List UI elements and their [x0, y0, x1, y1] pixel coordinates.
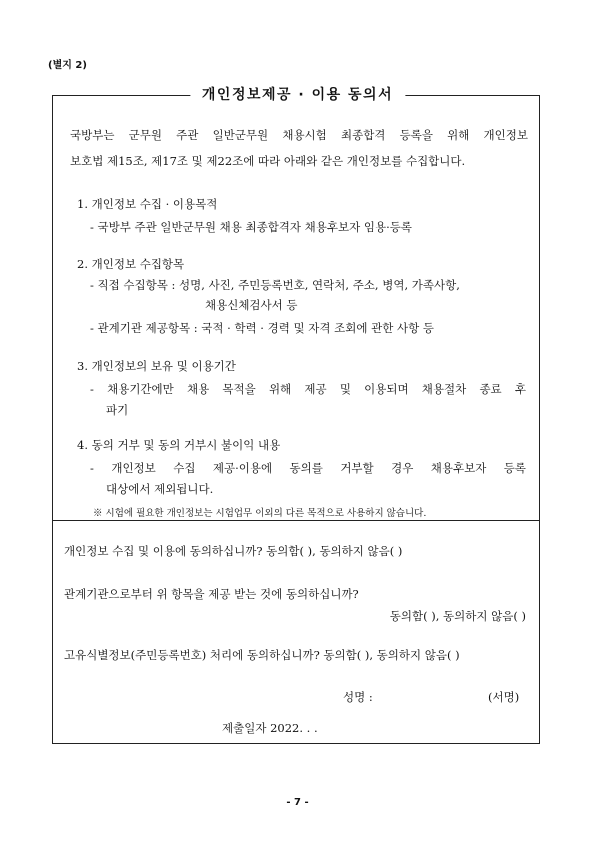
intro-line-2: 보호법 제15조, 제17조 및 제22조에 따라 아래와 같은 개인정보를 수집합니다. — [70, 154, 466, 168]
name-label: 성명 : — [343, 690, 373, 704]
section-4-line-2: 대상에서 제외됩니다. — [106, 482, 214, 496]
consent-question-3: 고유식별정보(주민등록번호) 처리에 동의하십니까? 동의함( ), 동의하지 않음( ) — [64, 648, 460, 662]
section-2-line-3: - 관계기관 제공항목 : 국적 · 학력 · 경력 및 자격 조회에 관한 사항 등 — [90, 321, 434, 335]
section-2-heading: 2. 개인정보 수집항목 — [77, 257, 185, 271]
section-1-heading: 1. 개인정보 수집 · 이용목적 — [77, 197, 218, 211]
signature-label: (서명) — [488, 690, 520, 704]
privacy-note: ※ 시험에 필요한 개인정보는 시험업무 이외의 다른 목적으로 사용하지 않습니다. — [93, 508, 427, 519]
section-1-line-1: - 국방부 주관 일반군무원 채용 최종합격자 채용후보자 임용·등록 — [90, 220, 412, 234]
section-3-line-2: 파기 — [106, 403, 129, 417]
intro-line-1: 국방부는 군무원 주관 일반군무원 채용시험 최종합격 등록을 위해 개인정보 — [70, 128, 528, 142]
page-number: - 7 - — [286, 797, 309, 808]
section-4-heading: 4. 동의 거부 및 동의 거부시 불이익 내용 — [77, 438, 281, 452]
submission-date: 제출일자 2022. . . — [222, 721, 318, 735]
section-3-heading: 3. 개인정보의 보유 및 이용기간 — [77, 359, 236, 373]
section-2-line-1: - 직접 수집항목 : 성명, 사진, 주민등록번호, 연락처, 주소, 병역, 가족사항, — [90, 278, 460, 292]
section-divider — [52, 520, 540, 521]
consent-question-1: 개인정보 수집 및 이용에 동의하십니까? 동의함( ), 동의하지 않음( ) — [64, 544, 403, 558]
form-title: 개인정보제공 · 이용 동의서 — [190, 84, 405, 104]
consent-question-2: 관계기관으로부터 위 항목을 제공 받는 것에 동의하십니까? — [64, 587, 359, 601]
section-4-line-1: - 개인정보 수집 제공·이용에 동의를 거부할 경우 채용후보자 등록 — [90, 461, 526, 475]
annex-label: (별지 2) — [48, 60, 87, 71]
section-3-line-1: - 채용기간에만 채용 목적을 위해 제공 및 이용되며 채용절차 종료 후 — [90, 382, 526, 396]
consent-question-2-answer: 동의함( ), 동의하지 않음( ) — [389, 609, 526, 623]
section-2-line-2: 채용신체검사서 등 — [205, 298, 298, 312]
